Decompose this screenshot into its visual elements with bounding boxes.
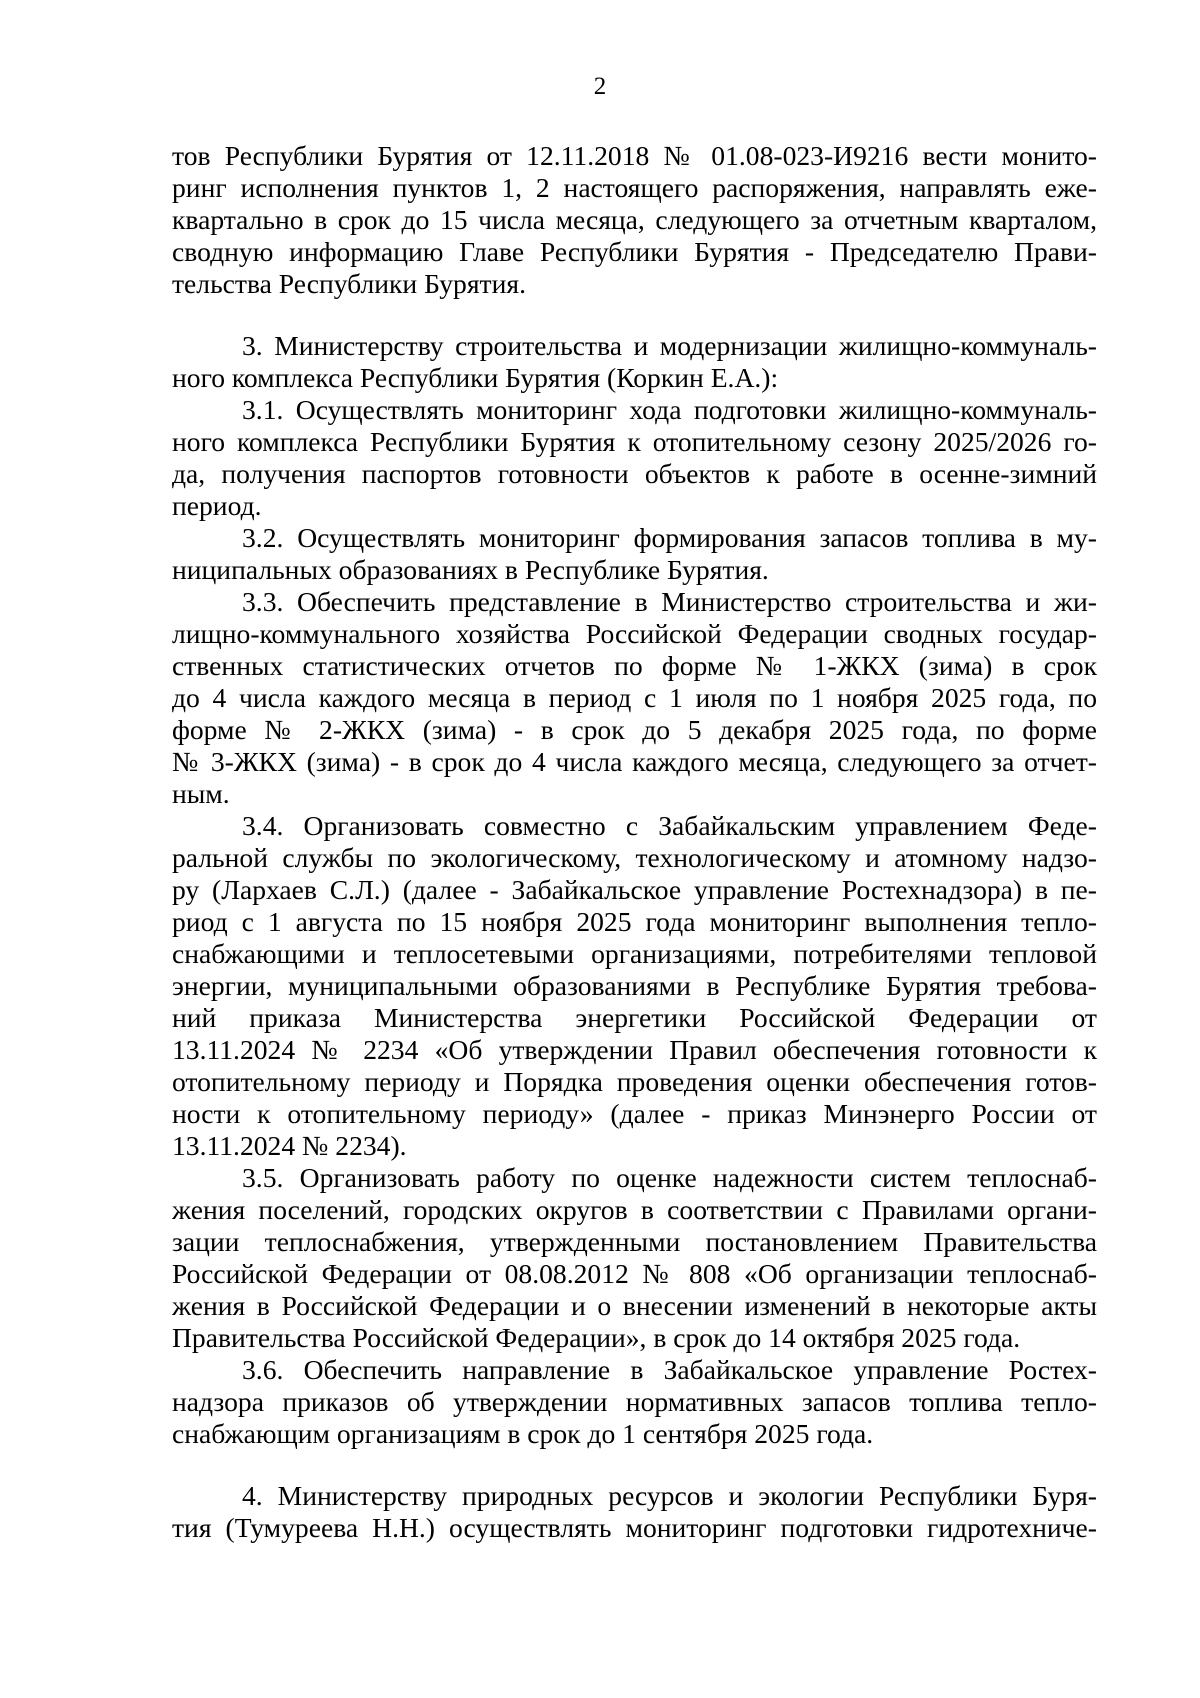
text-line: ным. [172, 778, 230, 809]
text-line: тия (Тумуреева Н.Н.) осуществлять мониторинг подготовки гидротехниче- [172, 1512, 1097, 1543]
text-line: 3.1. Осуществлять мониторинг хода подготовки жилищно-коммуналь- [242, 394, 1097, 425]
text-line: отопительному периоду и Порядка проведения оценки обеспечения готов- [172, 1066, 1097, 1097]
text-line: ринг исполнения пунктов 1, 2 настоящего распоряжения, направлять еже- [172, 172, 1097, 203]
text-line: ний приказа Министерства энергетики Российской Федерации от [172, 1002, 1097, 1033]
text-line: да, получения паспортов готовности объектов к работе в осенне-зимний [172, 458, 1097, 489]
text-line: ральной службы по экологическому, технологическому и атомному надзо- [172, 842, 1097, 873]
text-line: Правительства Российской Федерации», в срок до 14 октября 2025 года. [172, 1322, 1021, 1353]
text-line: 3. Министерству строительства и модернизации жилищно-коммуналь- [242, 330, 1097, 361]
text-line: 3.4. Организовать совместно с Забайкальским управлением Феде- [242, 810, 1097, 841]
text-line: форме № 2-ЖКХ (зима) - в срок до 5 декабря 2025 года, по форме [172, 714, 1097, 745]
text-line: тельства Республики Бурятия. [172, 268, 526, 299]
text-line: ного комплекса Республики Бурятия (Коркин Е.А.): [172, 362, 779, 393]
text-line: ности к отопительному периоду» (далее - приказ Минэнерго России от [172, 1098, 1097, 1129]
text-line: снабжающим организациям в срок до 1 сентября 2025 года. [172, 1418, 874, 1449]
text-line: надзора приказов об утверждении нормативных запасов топлива тепло- [172, 1386, 1097, 1417]
text-line: энергии, муниципальными образованиями в Республике Бурятия требова- [172, 970, 1097, 1001]
document-body [172, 140, 1097, 1544]
text-line: жения поселений, городских округов в соответствии с Правилами органи- [172, 1194, 1097, 1225]
text-line: № 3-ЖКХ (зима) - в срок до 4 числа каждого месяца, следующего за отчет- [172, 746, 1097, 777]
text-line: 3.3. Обеспечить представление в Министерство строительства и жи- [242, 586, 1097, 617]
text-line: лищно-коммунального хозяйства Российской Федерации сводных государ- [172, 618, 1097, 649]
text-line: 3.5. Организовать работу по оценке надежности систем теплоснаб- [242, 1162, 1097, 1193]
text-line: снабжающими и теплосетевыми организациями, потребителями тепловой [172, 938, 1097, 969]
text-line: 13.11.2024 № 2234 «Об утверждении Правил обеспечения готовности к [172, 1034, 1097, 1065]
text-line: зации теплоснабжения, утвержденными постановлением Правительства [172, 1226, 1097, 1257]
text-line: 3.6. Обеспечить направление в Забайкальское управление Ростех- [242, 1354, 1097, 1385]
text-line: период. [172, 490, 262, 521]
text-line: квартально в срок до 15 числа месяца, следующего за отчетным кварталом, [172, 204, 1097, 235]
text-line: Российской Федерации от 08.08.2012 № 808 «Об организации теплоснаб- [172, 1258, 1097, 1289]
text-line: до 4 числа каждого месяца в период с 1 июля по 1 ноября 2025 года, по [172, 682, 1097, 713]
text-line: ного комплекса Республики Бурятия к отопительному сезону 2025/2026 го- [172, 426, 1097, 457]
text-line: ниципальных образованиях в Республике Бурятия. [172, 554, 769, 585]
text-line: жения в Российской Федерации и о внесении изменений в некоторые акты [172, 1290, 1097, 1321]
text-line: риод с 1 августа по 15 ноября 2025 года мониторинг выполнения тепло- [172, 906, 1097, 937]
text-line: 4. Министерству природных ресурсов и экологии Республики Буря- [242, 1480, 1097, 1511]
text-line: ственных статистических отчетов по форме № 1-ЖКХ (зима) в срок [172, 650, 1097, 681]
text-line: тов Республики Бурятия от 12.11.2018 № 01.08-023-И9216 вести монито- [172, 140, 1097, 171]
text-line: 3.2. Осуществлять мониторинг формирования запасов топлива в му- [242, 522, 1097, 553]
text-line: ру (Лархаев С.Л.) (далее - Забайкальское управление Ростехнадзора) в пе- [172, 874, 1097, 905]
paragraph-gap [172, 1450, 1097, 1480]
page-number: 2 [593, 73, 607, 100]
text-line: сводную информацию Главе Республики Бурятия - Председателю Прави- [172, 236, 1097, 267]
text-line: 13.11.2024 № 2234). [172, 1130, 407, 1161]
paragraph-gap [172, 300, 1097, 330]
